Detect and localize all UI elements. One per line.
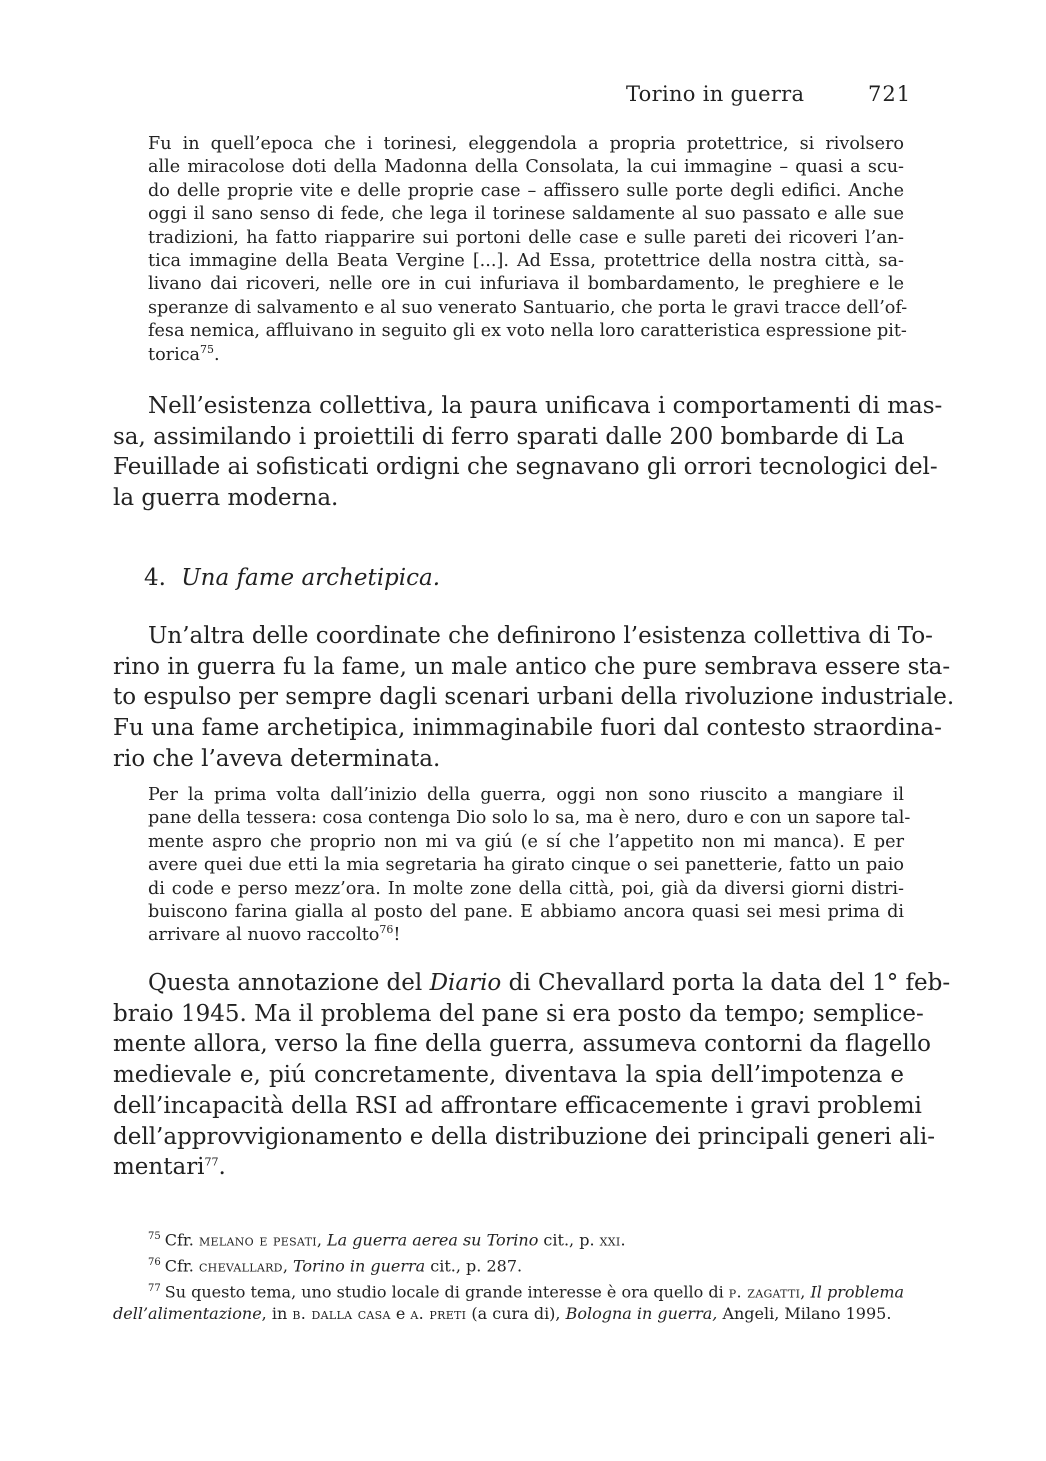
footnote-ref-75[interactable]: 75 bbox=[200, 342, 215, 356]
body-line: dell’approvvigionamento e della distribuzione dei principali generi ali- bbox=[113, 1123, 936, 1150]
footnote-book-title: Bologna in guerra, bbox=[565, 1304, 718, 1324]
body-line: dell’incapacità della RSI ad affrontare efficacemente i gravi problemi bbox=[113, 1092, 922, 1119]
footnote-text: Angeli, Milano 1995. bbox=[717, 1304, 892, 1324]
footnote-text: , in bbox=[261, 1304, 293, 1324]
page-number: 721 bbox=[868, 82, 912, 106]
footnote-76 bbox=[113, 1252, 904, 1278]
body-line: Fu una fame archetipica, inimmaginabile fuori dal contesto straordina- bbox=[113, 715, 942, 742]
body-text-run: di Chevallard porta la data del 1° feb- bbox=[501, 970, 951, 996]
footnote-page: xxi bbox=[599, 1230, 621, 1250]
body-line: sa, assimilando i proiettili di ferro sparati dalle 200 bombarde di La bbox=[113, 423, 905, 450]
quote-line: tica immagine della Beata Vergine [...]. Ad Essa, protettrice della nostra città, sa- bbox=[148, 251, 904, 272]
footnote-text: cit., p. 287. bbox=[425, 1256, 523, 1276]
footnote-marker: 77 bbox=[148, 1282, 161, 1294]
block-quote-consolata bbox=[148, 133, 908, 367]
body-line: medievale e, piú concretamente, diventava la spia dell’impotenza e bbox=[113, 1062, 904, 1089]
body-line: rio che l’aveva determinata. bbox=[113, 745, 441, 772]
quote-line: do delle proprie vite e delle proprie case – affissero sulle porte degli edifici. Anche bbox=[148, 180, 904, 201]
footnote-editor: b. dalla casa bbox=[292, 1304, 391, 1324]
diario-title: Diario bbox=[429, 970, 502, 996]
running-header bbox=[0, 82, 1046, 112]
footnote-text: , bbox=[316, 1230, 328, 1250]
quote-line: mente aspro che proprio non mi va giú (e sí che l’appetito non mi manca). E per bbox=[148, 831, 904, 852]
footnote-75 bbox=[113, 1226, 904, 1252]
footnote-text: , bbox=[282, 1256, 293, 1276]
body-text-run: Questa annotazione del bbox=[148, 970, 430, 996]
quote-line: Per la prima volta dall’inizio della guerra, oggi non sono riuscito a mangiare il bbox=[148, 785, 904, 805]
body-line: Feuillade ai sofisticati ordigni che segnavano gli orrori tecnologici del- bbox=[113, 454, 938, 481]
footnote-title: Torino in guerra bbox=[292, 1256, 426, 1276]
footnote-ref-77[interactable]: 77 bbox=[204, 1155, 219, 1169]
footnote-text: , bbox=[800, 1281, 811, 1301]
running-title: Torino in guerra bbox=[626, 82, 805, 106]
footnote-text: Cfr. bbox=[164, 1256, 199, 1276]
footnote-editor: a. preti bbox=[410, 1304, 467, 1324]
footnote-title: Il problema bbox=[810, 1281, 905, 1301]
quote-line: tradizioni, ha fatto riapparire sui portoni delle case e sulle pareti dei ricoveri l’an- bbox=[148, 227, 904, 248]
quote-line bbox=[148, 924, 904, 947]
body-line: to espulso per sempre dagli scenari urbani della rivoluzione industriale. bbox=[113, 684, 955, 711]
quote-line: oggi il sano senso di fede, che lega il torinese saldamente al suo passato e alle sue bbox=[148, 204, 904, 225]
body-line: Un’altra delle coordinate che definirono l’esistenza collettiva di To- bbox=[148, 623, 933, 649]
quote-line bbox=[148, 344, 904, 367]
body-line: Nell’esistenza collettiva, la paura unificava i comportamenti di mas- bbox=[148, 393, 943, 419]
footnote-77 bbox=[113, 1278, 904, 1304]
footnote-text: Cfr. bbox=[164, 1230, 199, 1250]
quote-last-punct: ! bbox=[393, 925, 401, 946]
quote-last-text: arrivare al nuovo raccolto bbox=[148, 925, 380, 946]
body-last-punct: . bbox=[218, 1154, 226, 1181]
body-line: rino in guerra fu la fame, un male antico che pure sembrava essere sta- bbox=[113, 653, 951, 680]
footnote-ref-76[interactable]: 76 bbox=[379, 923, 394, 937]
quote-line: di code e perso mezz’ora. In molte zone della città, poi, già da diversi giorni distri- bbox=[148, 878, 904, 899]
paragraph-fear bbox=[113, 391, 943, 514]
body-line: mente allora, verso la fine della guerra, assumeva contorni da flagello bbox=[113, 1031, 931, 1058]
block-quote-diary bbox=[148, 784, 911, 948]
footnote-text: Su questo tema, uno studio locale di grande interesse è ora quello di bbox=[164, 1281, 729, 1301]
footnote-77-continued bbox=[113, 1303, 904, 1326]
footnote-text: . bbox=[620, 1230, 626, 1250]
footnote-author: p. zagatti bbox=[728, 1281, 801, 1301]
footnote-title: dell’alimentazione bbox=[113, 1304, 262, 1324]
body-line: la guerra moderna. bbox=[113, 485, 339, 512]
footnote-author: chevallard bbox=[198, 1256, 283, 1276]
body-last-text: mentari bbox=[113, 1154, 205, 1181]
quote-line: avere quei due etti la mia segretaria ha girato cinque o sei panetterie, fatto un paio bbox=[148, 855, 904, 876]
body-line bbox=[113, 968, 951, 999]
quote-line: pane della tessera: cosa contenga Dio solo lo sa, ma è nero, duro e con un sapore tal- bbox=[148, 808, 911, 829]
footnotes bbox=[113, 1226, 904, 1326]
quote-line: Fu in quell’epoca che i torinesi, eleggendola a propria protettrice, si rivolsero bbox=[148, 134, 904, 154]
footnote-author: melano e pesati bbox=[198, 1230, 317, 1250]
section-heading bbox=[144, 565, 440, 591]
quote-line: speranze di salvamento e al suo venerato Santuario, che porta le gravi tracce dell’of- bbox=[148, 297, 908, 318]
paragraph-hunger bbox=[113, 621, 955, 775]
footnote-text: e bbox=[390, 1304, 411, 1324]
quote-line: alle miracolose doti della Madonna della Consolata, la cui immagine – quasi a scu- bbox=[148, 157, 904, 178]
footnote-text: (a cura di), bbox=[466, 1304, 566, 1324]
footnote-marker: 76 bbox=[148, 1256, 161, 1268]
footnote-marker: 75 bbox=[148, 1231, 161, 1242]
quote-last-text: torica bbox=[148, 344, 201, 365]
section-title: Una fame archetipica. bbox=[181, 565, 441, 591]
body-line bbox=[113, 1152, 904, 1183]
quote-last-punct: . bbox=[214, 344, 220, 365]
quote-line: fesa nemica, affluivano in seguito gli ex voto nella loro caratteristica espressione pit- bbox=[148, 321, 907, 342]
quote-line: livano dai ricoveri, nelle ore in cui infuriava il bombardamento, le preghiere e le bbox=[148, 274, 904, 295]
quote-line: buiscono farina gialla al posto del pane. E abbiamo ancora quasi sei mesi prima di bbox=[148, 902, 904, 923]
section-number: 4. bbox=[144, 565, 166, 591]
footnote-text: cit., p. bbox=[538, 1230, 600, 1250]
footnote-title: La guerra aerea su Torino bbox=[327, 1230, 539, 1250]
paragraph-bread bbox=[113, 968, 951, 1183]
body-line: braio 1945. Ma il problema del pane si era posto da tempo; semplice- bbox=[113, 1000, 924, 1027]
